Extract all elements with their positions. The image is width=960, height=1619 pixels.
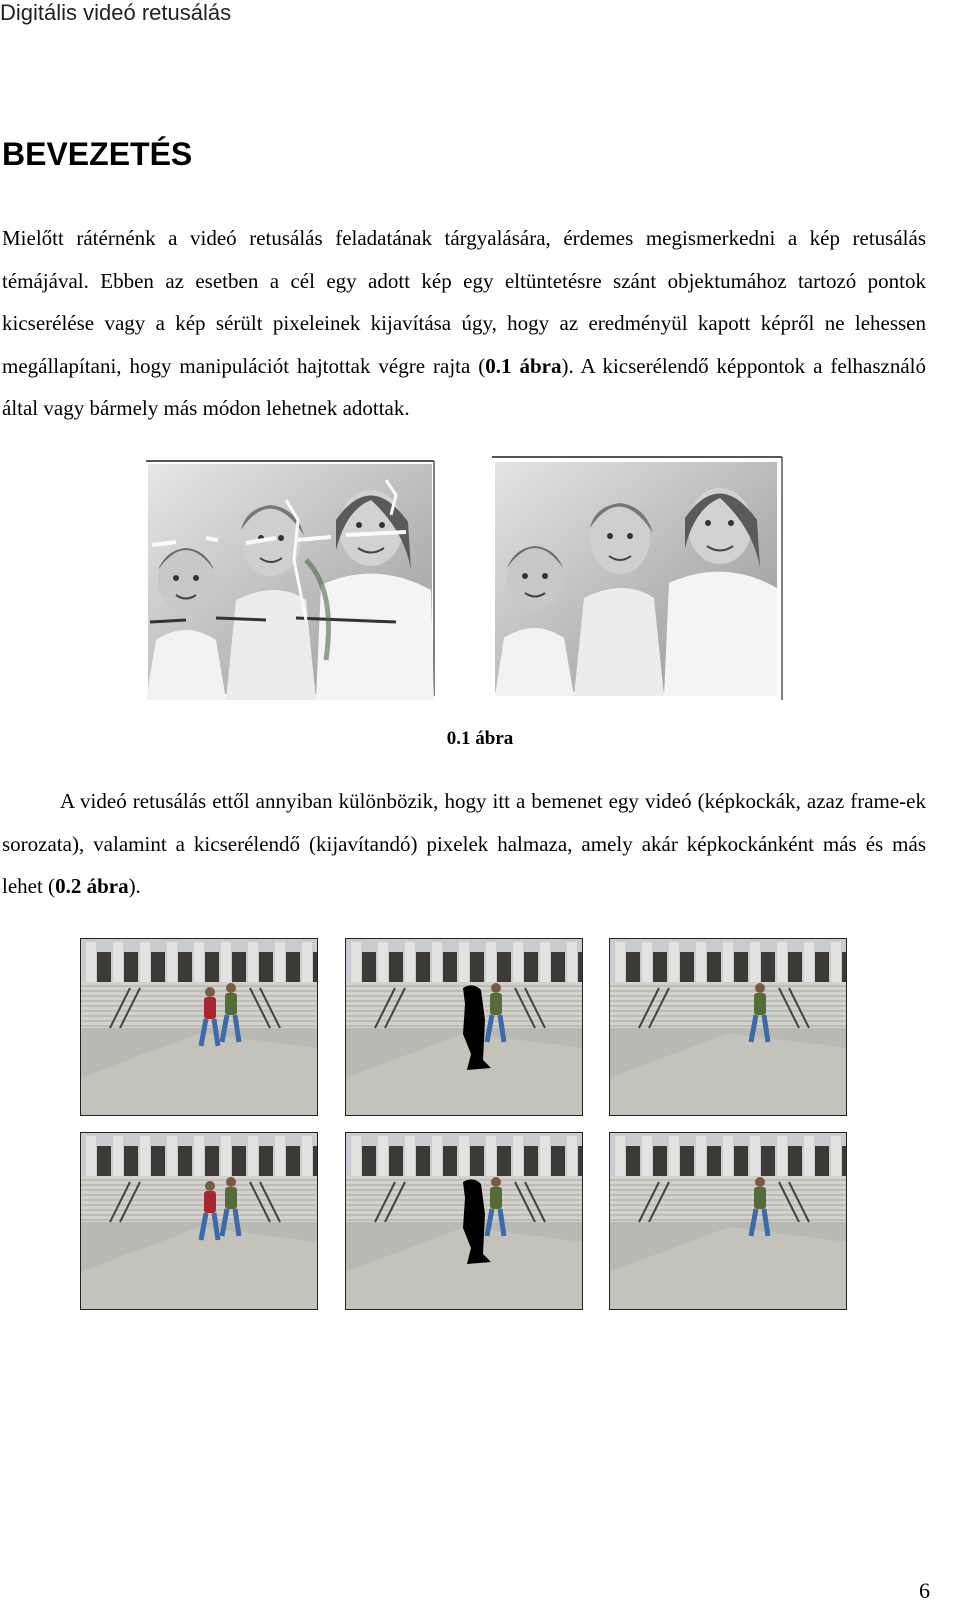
video-frame-original	[80, 1132, 318, 1310]
video-frame-result	[609, 1132, 847, 1310]
section-heading: BEVEZETÉS	[2, 136, 193, 172]
video-paragraph	[2, 780, 926, 908]
figure-ref-0-2: 0.2 ábra	[55, 874, 129, 898]
figure-caption: 0.1 ábra	[446, 728, 514, 749]
intro-text-a: Mielőtt rátérnénk a videó retusálás feladatának tárgyalására, érdemes megismerkedni a kép retusálás témájával. Ebben az esetben a cél egy adott kép egy eltüntetésre szánt objektumához tartozó pontok kicserélése vagy a kép sérült pixeleinek kijavítása úgy, hogy az eredményül kapott képről ne lehessen megállapítani, hogy manipulációt hajtottak végre rajta (	[2, 226, 926, 378]
restored-photo	[492, 456, 784, 702]
video-frame-result	[609, 938, 847, 1116]
video-frame-masked	[345, 938, 583, 1116]
video-frame-original	[80, 938, 318, 1116]
video-frame-masked	[345, 1132, 583, 1310]
intro-text-b: ). A kicserélendő képpontok a felhasználó által vagy bármely más módon lehetnek adottak.	[2, 353, 926, 420]
running-header: Digitális videó retusálás	[0, 0, 232, 25]
figure-ref-0-1: 0.1 ábra	[485, 353, 562, 378]
intro-paragraph	[2, 217, 926, 430]
damaged-photo	[146, 460, 436, 700]
video-text-b: ).	[128, 874, 141, 898]
video-text-a: A videó retusálás ettől annyiban különbözik, hogy itt a bemenet egy videó (képkockák, azaz frame-ek sorozata), valamint a kicserélendő (kijavítandó) pixelek halmaza, amely akár képkockánként más és más lehet (	[2, 789, 926, 898]
page-number: 6	[919, 1578, 930, 1603]
